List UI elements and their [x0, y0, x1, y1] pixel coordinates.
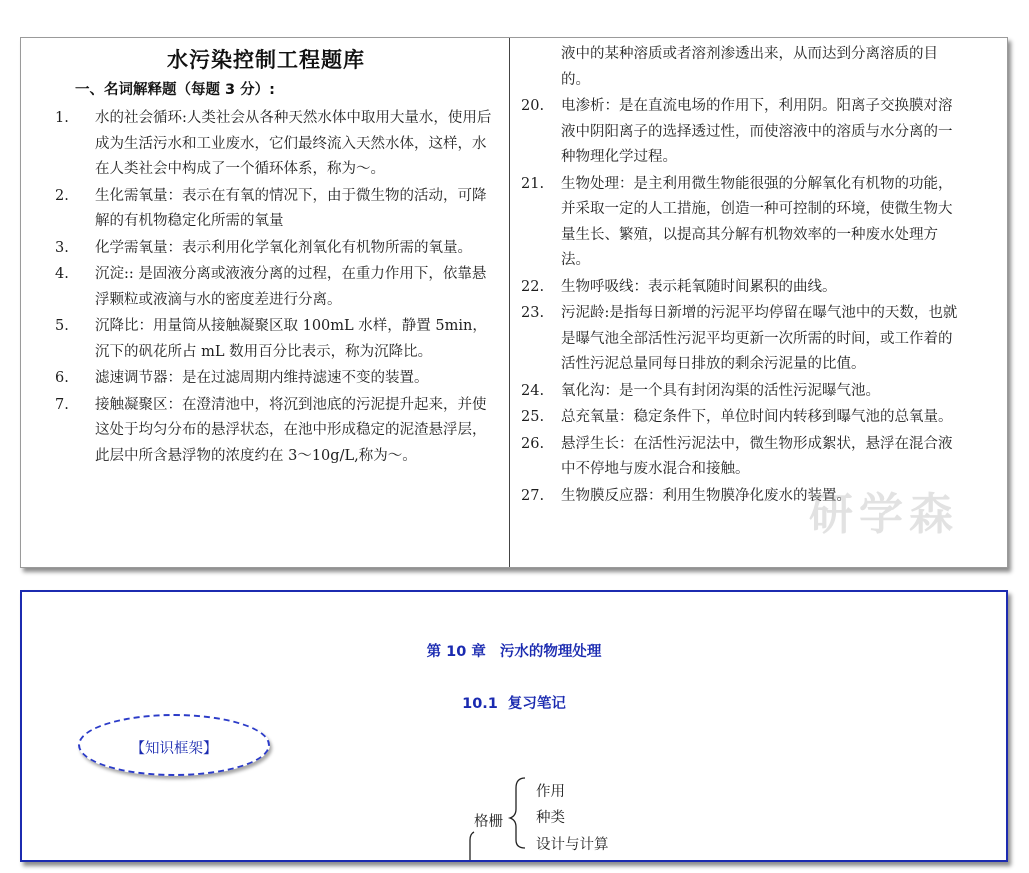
right-term-list [521, 42, 966, 510]
list-item: 7. 接触凝聚区：在澄清池中，将沉到池底的污泥提升起来，并使这处于均匀分布的悬浮状态，在池中形成稳定的泥渣悬浮层，此层中所含悬浮物的浓度约在 3～10g/L,称为～。 [55, 396, 487, 464]
section-subtitle: 10.1 复习笔记 [462, 696, 566, 712]
watermark: 研学森 [809, 489, 959, 540]
tree-root-label: 格栅 [474, 814, 503, 830]
list-item: 3. 化学需氧量：表示利用化学氧化剂氧化有机物所需的氧量。 [55, 239, 472, 256]
list-item: 25. 总充氧量：稳定条件下，单位时间内转移到曝气池的总氧量。 [521, 409, 953, 425]
list-item: 6. 滤速调节器：是在过滤周期内维持滤速不变的装置。 [55, 370, 429, 386]
document-title: 水污染控制工程题库 [167, 48, 365, 72]
tree-child: 设计与计算 [536, 837, 609, 853]
section-heading: 一、名词解释题（每题 3 分）: [75, 82, 275, 98]
list-item: 24. 氧化沟：是一个具有封闭沟渠的活性污泥曝气池。 [521, 382, 880, 399]
list-item: 2. 生化需氧量：表示在有氧的情况下，由于微生物的活动，可降解的有机物稳定化所需的氧量 [55, 187, 487, 229]
document-page-1 [20, 37, 1008, 568]
left-term-list [55, 106, 500, 470]
list-item: 23. 污泥龄:是指每日新增的污泥平均停留在曝气池中的天数，也就是曝气池全部活性污泥平均更新一次所需的时间，或工作着的活性污泥总量同每日排放的剩余污泥量的比值。 [521, 305, 958, 372]
tree-child: 种类 [536, 810, 565, 826]
continued-text: 液中的某种溶质或者溶剂渗透出来，从而达到分离溶质的目的。 [561, 46, 938, 88]
list-item: 5. 沉降比：用量筒从接触凝聚区取 100mL 水样，静置 5min，沉下的矾花所占 mL 数用百分比表示，称为沉降比。 [55, 318, 487, 360]
framework-label: 【知识框架】 [130, 741, 218, 757]
list-item: 22. 生物呼吸线：表示耗氧随时间累积的曲线。 [521, 278, 837, 295]
list-item: 1. 水的社会循环:人类社会从各种天然水体中取用大量水，使用后成为生活污水和工业废水，它们最终流入天然水体，这样，水在人类社会中构成了一个循环体系，称为～。 [55, 110, 492, 177]
column-divider [509, 38, 510, 568]
list-item: 20. 电渗析：是在直流电场的作用下，利用阴。阳离子交换膜对溶液中阴阳离子的选择透过性，而使溶液中的溶质与水分离的一种物理化学过程。 [521, 98, 953, 165]
outline-brace-icon [22, 592, 1006, 860]
list-item: 4. 沉淀:: 是固液分离或液液分离的过程，在重力作用下，依靠悬浮颗粒或液滴与水的密度差进行分离。 [55, 266, 487, 308]
chapter-title: 第 10 章 污水的物理处理 [426, 644, 602, 660]
list-item: 27. 生物膜反应器：利用生物膜净化废水的装置。 [521, 487, 851, 504]
document-page-2 [20, 590, 1008, 862]
list-item: 21. 生物处理：是主利用微生物能很强的分解氧化有机物的功能，并采取一定的人工措施，创造一种可控制的环境，使微生物大量生长、繁殖，以提高其分解有机物效率的一种废水处理方法。 [521, 175, 953, 268]
list-item: 26. 悬浮生长：在活性污泥法中，微生物形成絮状，悬浮在混合液中不停地与废水混合和接触。 [521, 435, 953, 477]
tree-child: 作用 [536, 784, 565, 800]
